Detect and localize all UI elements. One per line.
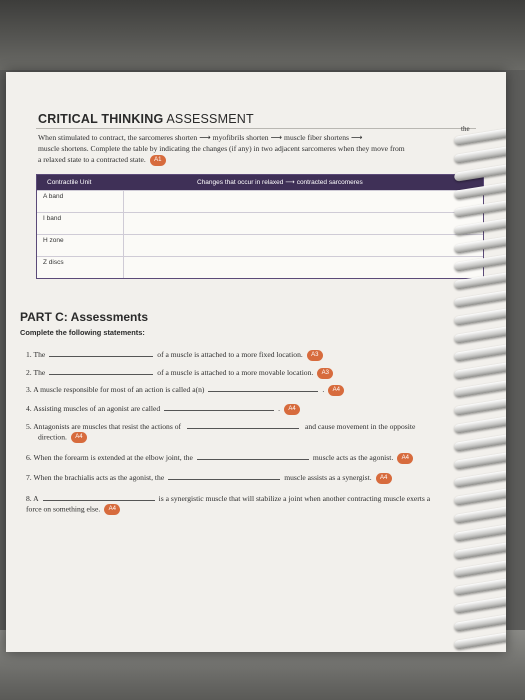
part-c-title: PART C: Assessments	[20, 310, 149, 324]
critical-thinking-instructions: the When stimulated to contract, the sarcomeres shorten ⟶ myofibrils shorten ⟶ muscle fiber shortens ⟶ muscle shortens. Complete the table by indicating the changes (if any) in two adjacent sarcomeres when they move from a relaxed state to a contracted state. A1	[38, 132, 478, 166]
objective-badge: A4	[284, 404, 300, 415]
answer-blank[interactable]	[168, 471, 280, 480]
answer-cell[interactable]	[124, 257, 483, 278]
statement-5-continued: direction. A4	[38, 432, 87, 443]
desk-background-top	[0, 0, 525, 70]
sarcomere-table	[36, 174, 484, 279]
answer-blank[interactable]	[164, 402, 274, 411]
spiral-binding	[446, 132, 506, 652]
objective-badge: A4	[397, 453, 413, 464]
part-c-instructions: Complete the following statements:	[20, 328, 145, 337]
answer-cell[interactable]	[124, 235, 483, 256]
answer-blank[interactable]	[197, 451, 309, 460]
header-changes: Changes that occur in relaxed ⟶ contracted sarcomeres	[197, 178, 363, 186]
statement-1: 1. The of a muscle is attached to a more fixed location. A3	[26, 348, 323, 361]
arrow-right-icon: ⟶	[351, 133, 363, 142]
instruction-line-3: a relaxed state to a contracted state. A1	[38, 154, 478, 166]
statement-7: 7. When the brachialis acts as the agonist, the muscle assists as a synergist. A4	[26, 471, 392, 484]
table-header	[37, 175, 483, 190]
table-row: H zone	[37, 234, 483, 256]
objective-badge: A4	[328, 385, 344, 396]
arrow-right-icon: ⟶	[285, 178, 295, 186]
statement-5: 5. Antagonists are muscles that resist the actions of and cause movement in the opposite	[26, 422, 416, 431]
objective-badge: A4	[71, 432, 87, 443]
instruction-line-2: muscle shortens. Complete the table by indicating the changes (if any) in two adjacent sarcomeres when they move from	[38, 144, 405, 153]
arrow-right-icon: ⟶	[199, 133, 211, 142]
statement-6: 6. When the forearm is extended at the elbow joint, the muscle acts as the agonist. A4	[26, 451, 413, 464]
answer-blank[interactable]	[208, 383, 318, 392]
statement-8-continued: force on something else. A4	[26, 504, 120, 515]
arrow-right-icon: ⟶	[270, 133, 283, 142]
table-row: I band	[37, 212, 483, 234]
objective-badge: A3	[307, 350, 323, 361]
header-contractile-unit: Contractile Unit	[47, 179, 92, 186]
answer-cell[interactable]	[124, 213, 483, 234]
table-row: A band	[37, 190, 483, 212]
answer-cell[interactable]	[124, 191, 483, 212]
answer-blank[interactable]	[49, 366, 153, 375]
objective-badge: A4	[104, 504, 120, 515]
objective-badge: A3	[317, 368, 333, 379]
statement-3: 3. A muscle responsible for most of an action is called a(n) . A4	[26, 383, 344, 396]
title-divider	[36, 128, 476, 129]
workbook-page	[6, 72, 506, 652]
answer-blank[interactable]	[49, 348, 153, 357]
statement-8: 8. A is a synergistic muscle that will stabilize a joint when another contracting muscle exerts a	[26, 494, 431, 503]
answer-blank[interactable]	[43, 492, 155, 501]
answer-blank[interactable]	[187, 420, 299, 429]
critical-thinking-title: CRITICAL THINKING ASSESSMENT	[38, 112, 254, 126]
objective-badge: A1	[150, 155, 166, 166]
statement-2: 2. The of a muscle is attached to a more movable location. A3	[26, 366, 333, 379]
statement-4: 4. Assisting muscles of an agonist are called . A4	[26, 402, 300, 415]
instruction-line-1: When stimulated to contract, the sarcomeres shorten ⟶ myofibrils shorten ⟶ muscle fiber shortens ⟶	[38, 133, 363, 142]
objective-badge: A4	[376, 473, 392, 484]
table-row: Z discs	[37, 256, 483, 278]
